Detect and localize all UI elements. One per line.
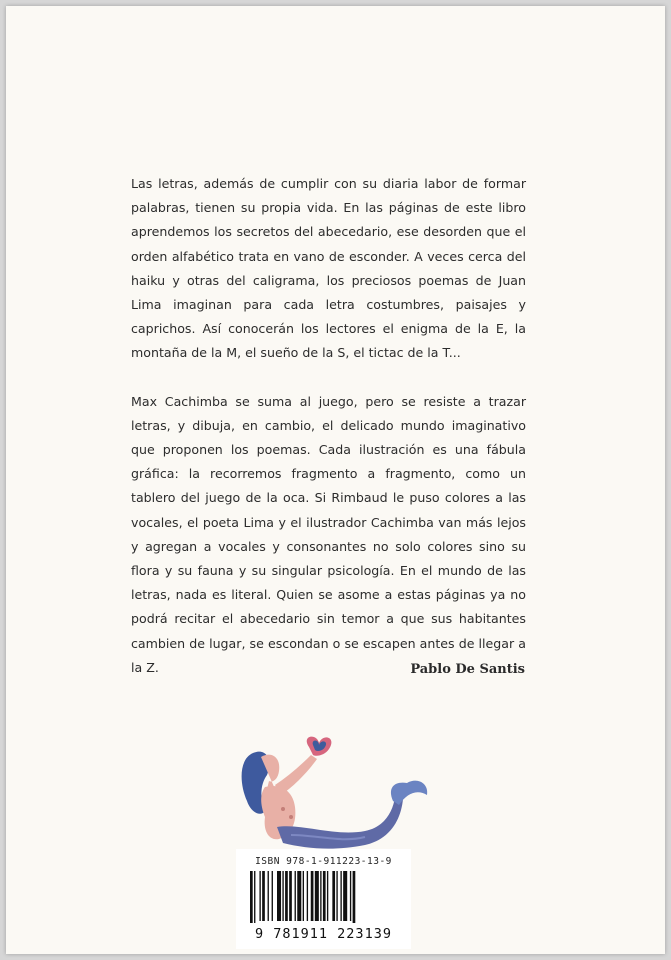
- isbn-barcode: [236, 849, 411, 949]
- mermaid-icon: [231, 731, 436, 861]
- blurb-text: [131, 172, 526, 680]
- barcode-digits: 9 781911 223139: [255, 926, 392, 942]
- back-cover-page: [6, 6, 665, 954]
- isbn-label: ISBN 978-1-911223-13-9: [255, 856, 392, 867]
- author-signature: Pablo De Santis: [410, 662, 525, 677]
- blurb-paragraph-1: Las letras, además de cumplir con su diaria labor de formar palabras, tienen su propia vida. En las páginas de este libro aprendemos los secretos del abecedario, ese desorden que el orden alfabético trata en vano de esconder. A veces cerca del haiku y otras del caligrama, los preciosos poemas de Juan Lima imaginan para cada letra costumbres, paisajes y caprichos. Así conocerán los lectores el enigma de la E, la montaña de la M, el sueño de la S, el tictac de la T...: [131, 176, 526, 361]
- barcode-bars: [236, 871, 411, 923]
- blurb-paragraph-2: Max Cachimba se suma al juego, pero se resiste a trazar letras, y dibuja, en cambio, el delicado mundo imaginativo que proponen los poemas. Cada ilustración es una fábula gráfica: la recorremos fragmento a fragmento, como un tablero del juego de la oca. Si Rimbaud le puso colores a las vocales, el poeta Lima y el ilustrador Cachimba van más lejos y agregan a vocales y consonantes no solo colores sino su flora y su fauna y su singular psicología. En el mundo de las letras, nada es literal. Quien se asome a estas páginas ya no podrá recitar el abecedario sin temor a que sus habitantes cambien de lugar, se escondan o se escapen antes de llegar a la Z.: [131, 393, 526, 675]
